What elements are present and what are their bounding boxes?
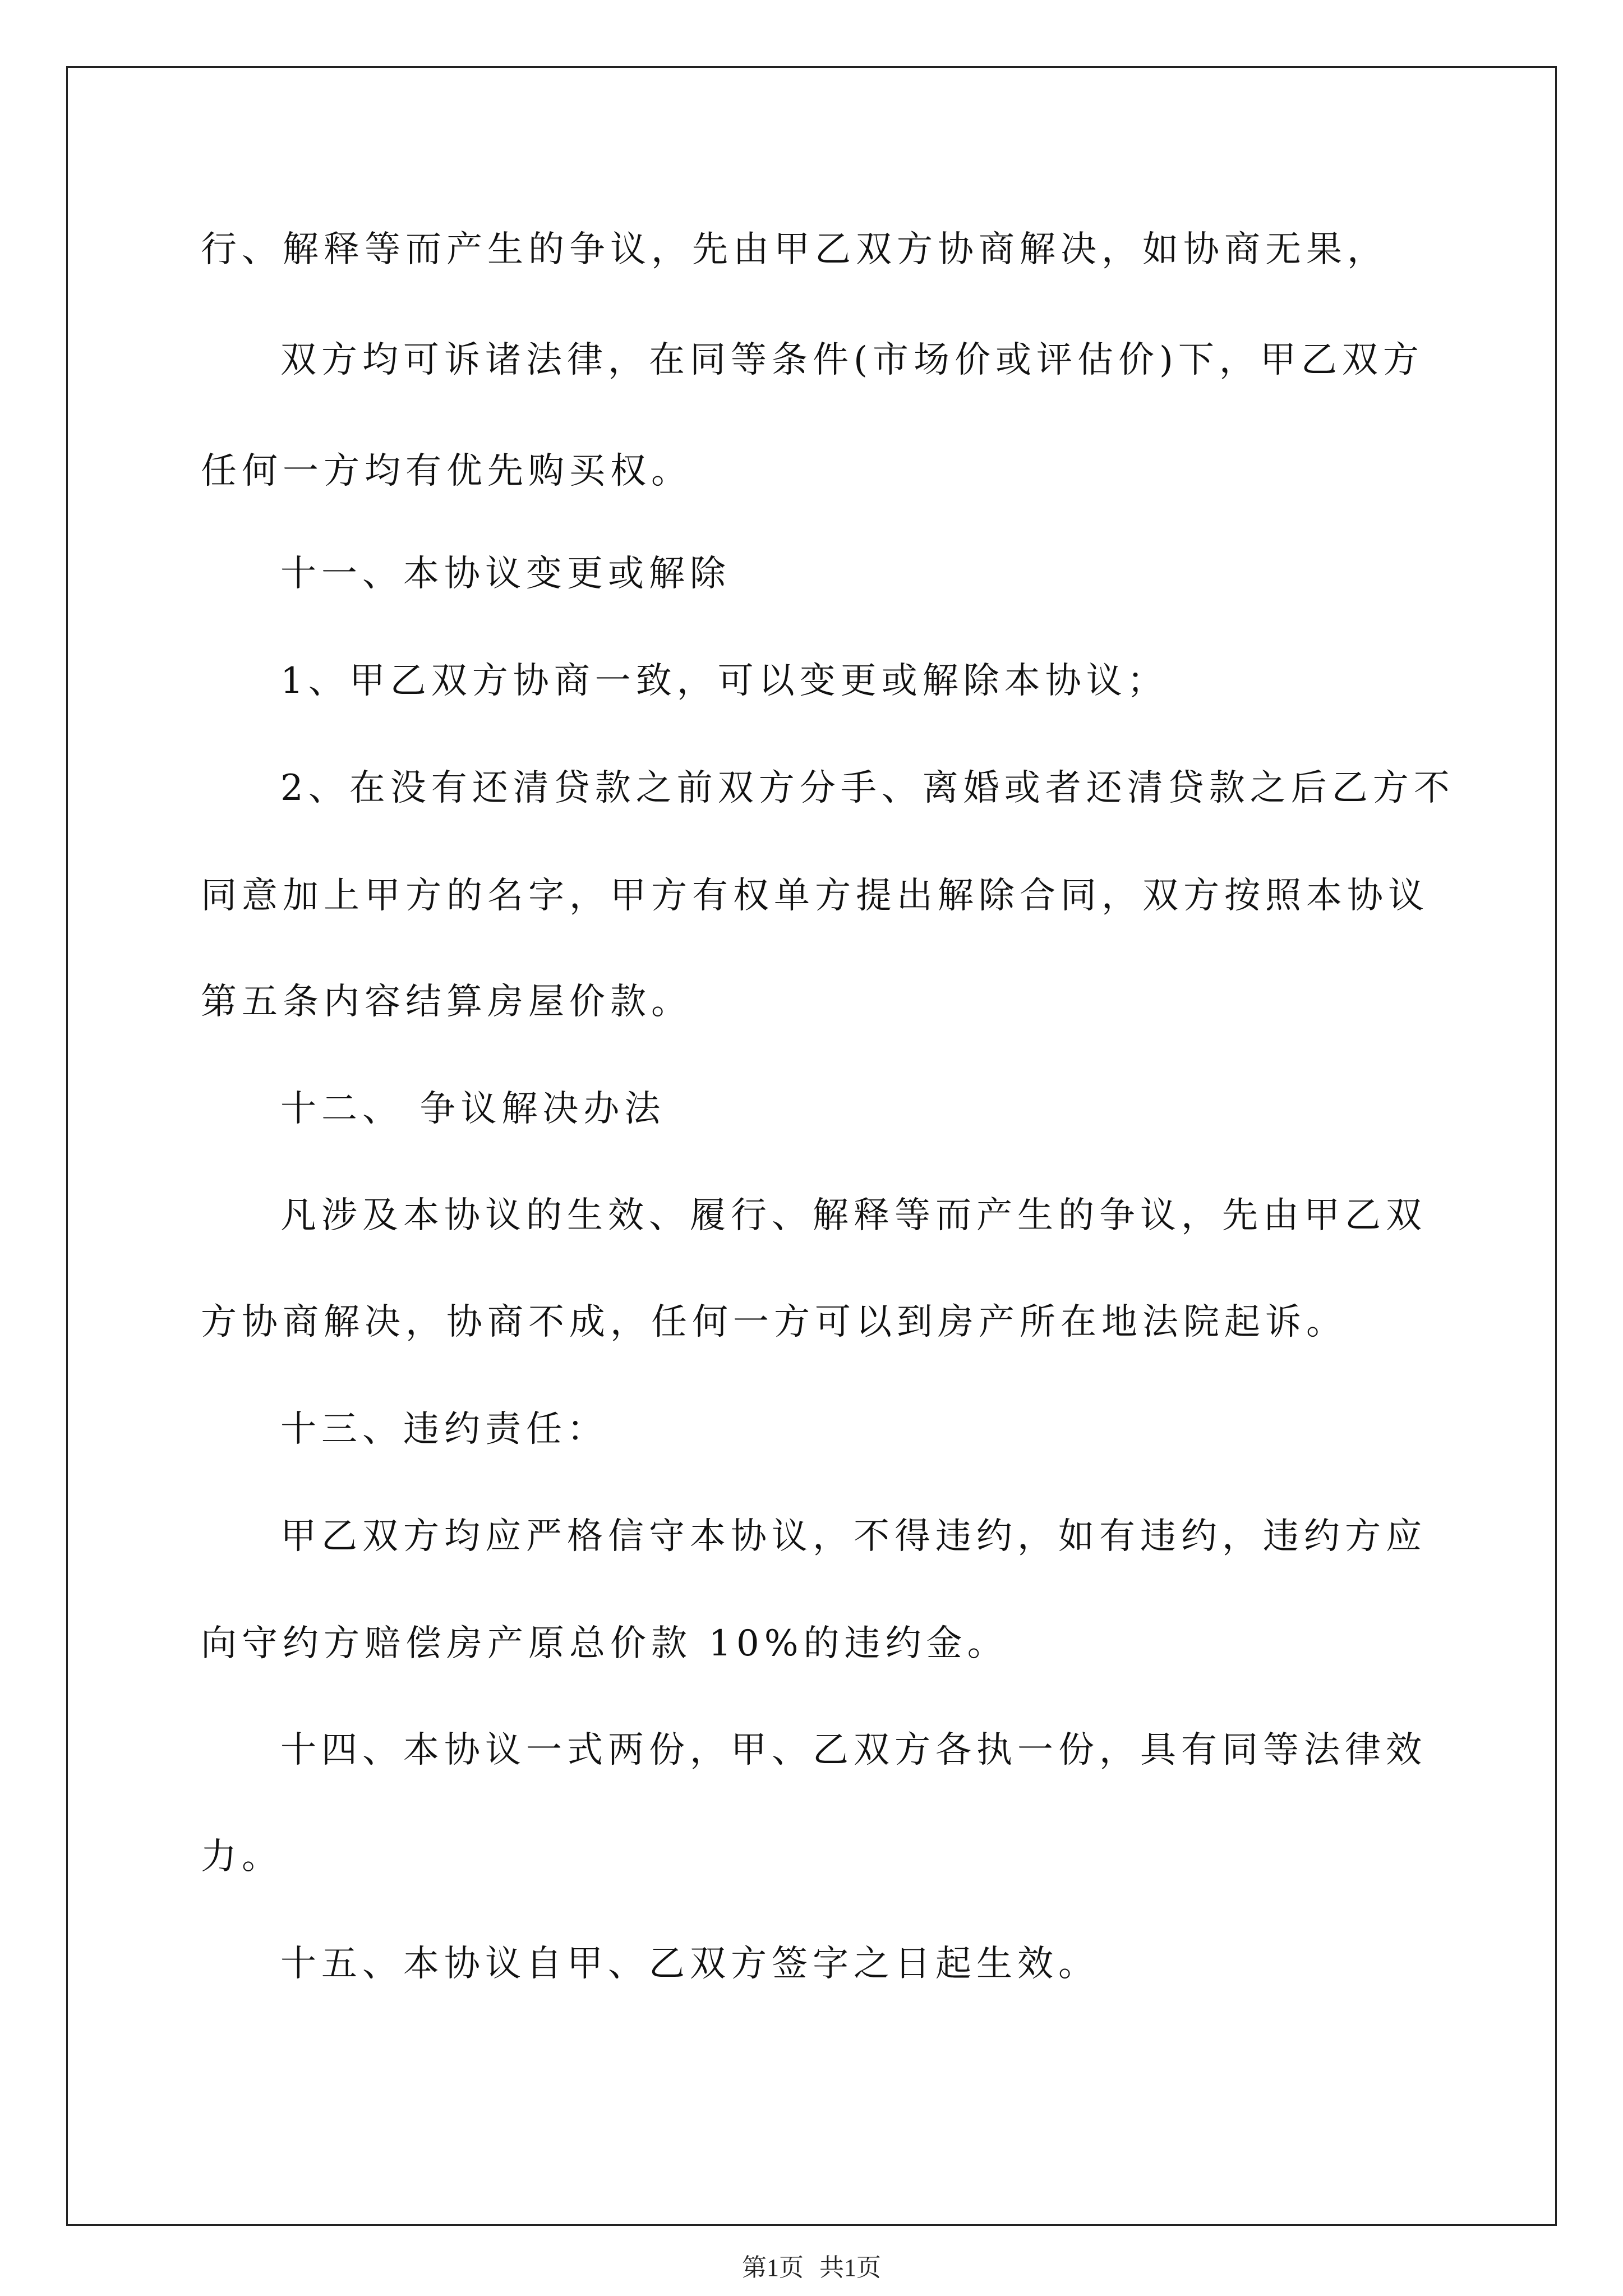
text-line-2: 双方均可诉诸法律，在同等条件(市场价或评估价)下，甲乙双方 [280,339,1424,381]
section-heading-12: 十二、 争议解决办法 [280,1088,666,1130]
text-line-11: 方协商解决，协商不成，任何一方可以到房产所在地法院起诉。 [201,1301,1347,1343]
page-number-current: 第1页 [742,2254,804,2281]
page-number-total: 共1页 [819,2254,881,2281]
section-heading-11: 十一、本协议变更或解除 [280,553,731,595]
section-heading-13: 十三、违约责任： [280,1409,608,1450]
section-heading-15: 十五、本协议自甲、乙双方签字之日起生效。 [280,1943,1099,1985]
text-line-13: 甲乙双方均应严格信守本协议，不得违约，如有违约，违约方应 [280,1516,1427,1557]
text-line-15: 十四、本协议一式两份，甲、乙双方各执一份，具有同等法律效 [280,1729,1427,1771]
text-line-1: 行、解释等而产生的争议，先由甲乙双方协商解决，如协商无果， [201,229,1388,270]
text-line-7: 同意加上甲方的名字，甲方有权单方提出解除合同，双方按照本协议 [201,875,1429,917]
page-footer [0,2252,1623,2284]
text-line-8: 第五条内容结算房屋价款。 [201,981,692,1023]
text-line-10: 凡涉及本协议的生效、履行、解释等而产生的争议，先由甲乙双 [280,1195,1427,1236]
text-line-16: 力。 [201,1836,283,1878]
text-line-3: 任何一方均有优先购买权。 [201,450,692,492]
page-border [66,66,1557,2226]
text-line-5: 1、甲乙双方协商一致，可以变更或解除本协议； [280,660,1168,702]
text-line-14: 向守约方赔偿房产原总价款 10%的违约金。 [201,1623,1008,1664]
text-line-6: 2、在没有还清贷款之前双方分手、离婚或者还清贷款之后乙方不 [280,767,1455,809]
